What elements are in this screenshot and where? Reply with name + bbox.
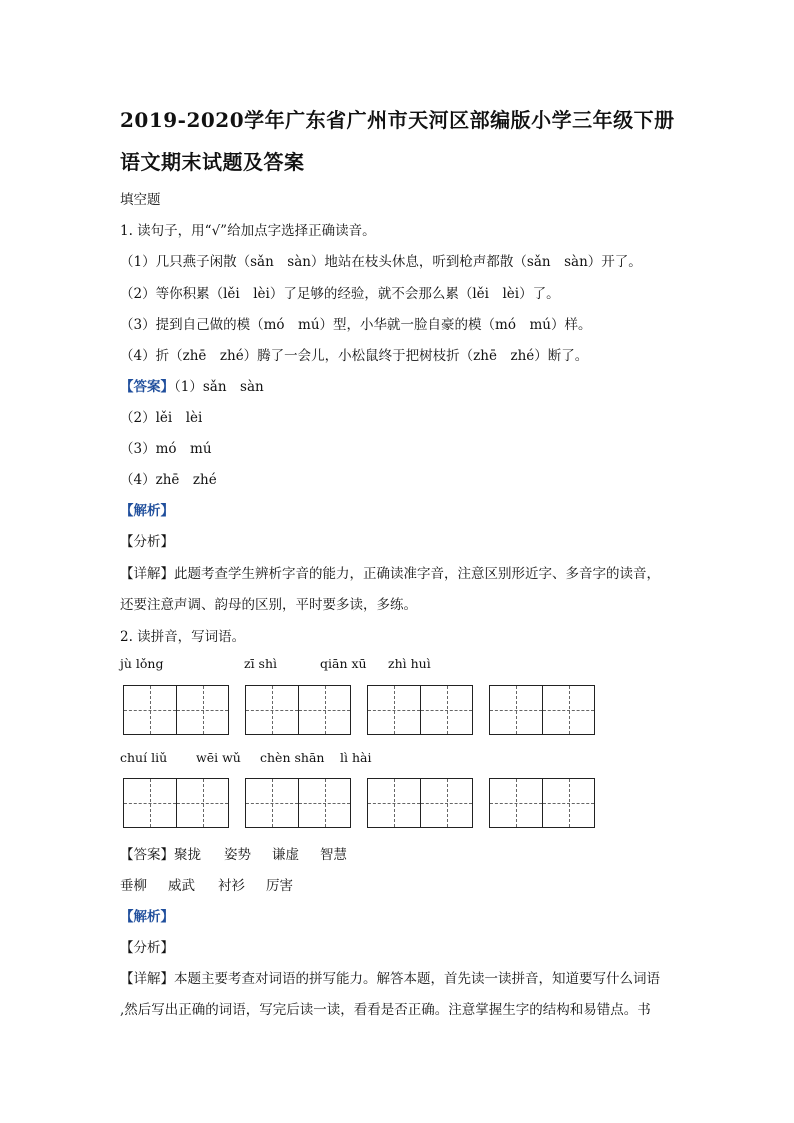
pinyin-li-hai: lì hài <box>340 750 372 765</box>
pinyin-wei-wu: wēi wǔ <box>196 750 241 765</box>
grid-cell <box>298 779 350 827</box>
q1-answer-line-1 <box>120 375 264 395</box>
q1-fenxi-tag: 【分析】 <box>120 534 174 550</box>
grid-cell <box>298 686 350 734</box>
section-heading: 填空题 <box>120 192 161 208</box>
q2-answer-word: 垂柳 <box>120 878 147 894</box>
pinyin-zhi-hui: zhì huì <box>388 656 431 671</box>
q2-answer-line-1 <box>120 843 347 863</box>
writing-grid <box>367 778 473 828</box>
q2-answer-word: 智慧 <box>320 847 347 863</box>
grid-cell <box>420 686 472 734</box>
grid-cell <box>176 686 228 734</box>
pinyin-zi-shi: zī shì <box>244 656 278 671</box>
q2-pinyin-row-2 <box>120 750 371 765</box>
q2-xiangjie-line-1 <box>120 967 660 987</box>
q2-pinyin-row-1 <box>120 656 431 671</box>
q1-answer-3: （3）mó mú <box>120 441 212 457</box>
q2-answer-word: 衬衫 <box>218 878 245 894</box>
grid-cell <box>124 686 176 734</box>
q1-xiangjie-line-2: 还要注意声调、韵母的区别，平时要多读，多练。 <box>120 597 417 613</box>
grid-cell <box>542 686 594 734</box>
pinyin-ju-long: jù lǒng <box>120 656 164 671</box>
q1-jiexi-tag: 【解析】 <box>120 503 174 519</box>
q1-stem: 1. 读句子，用“√”给加点字选择正确读音。 <box>120 223 376 239</box>
pinyin-chui-liu: chuí liǔ <box>120 750 168 765</box>
q2-fenxi-tag: 【分析】 <box>120 940 174 956</box>
writing-grid <box>123 685 229 735</box>
q1-answer-4: （4）zhē zhé <box>120 472 217 488</box>
writing-grid <box>245 778 351 828</box>
grid-cell <box>368 779 420 827</box>
q2-answer-word: 姿势 <box>224 847 251 863</box>
q1-xiangjie-line-1 <box>120 562 660 582</box>
q2-answer-word: 谦虚 <box>272 847 299 863</box>
q1-item-1: （1）几只燕子闲散（sǎn sàn）地站在枝头休息，听到枪声都散（sǎn sàn）开了。 <box>120 254 642 270</box>
writing-grid <box>245 685 351 735</box>
writing-grid <box>123 778 229 828</box>
writing-grid <box>367 685 473 735</box>
q1-answer-tag: 【答案】 <box>120 379 174 395</box>
grid-cell <box>368 686 420 734</box>
q2-xiangjie-line-2: ,然后写出正确的词语，写完后读一读，看看是否正确。注意掌握生字的结构和易错点。书 <box>120 1002 651 1018</box>
grid-cell <box>246 686 298 734</box>
q2-stem: 2. 读拼音，写词语。 <box>120 629 246 645</box>
q2-answer-word: 聚拢 <box>174 847 201 863</box>
grid-cell <box>542 779 594 827</box>
q2-answer-tag: 【答案】 <box>120 847 174 863</box>
q2-jiexi-tag: 【解析】 <box>120 909 174 925</box>
q2-answer-line-2 <box>120 874 293 894</box>
pinyin-chen-shan: chèn shān <box>260 750 325 765</box>
pinyin-qian-xu: qiān xū <box>320 656 367 671</box>
q2-xiangjie-tag: 【详解】 <box>120 971 174 987</box>
q2-xiangjie-text-1: 本题主要考查对词语的拼写能力。解答本题，首先读一读拼音，知道要写什么词语 <box>174 971 660 987</box>
q1-item-4: （4）折（zhē zhé）腾了一会儿，小松鼠终于把树枝折（zhē zhé）断了。 <box>120 348 589 364</box>
q1-answer-1: （1）sǎn sàn <box>174 379 264 395</box>
q2-answer-word: 威武 <box>168 878 195 894</box>
document-title-line-1: 2019-2020学年广东省广州市天河区部编版小学三年级下册 <box>120 108 675 132</box>
grid-cell <box>490 779 542 827</box>
grid-cell <box>420 779 472 827</box>
grid-cell <box>490 686 542 734</box>
q1-item-2: （2）等你积累（lěi lèi）了足够的经验，就不会那么累（lěi lèi）了。 <box>120 286 560 302</box>
q1-answer-2: （2）lěi lèi <box>120 410 203 426</box>
grid-cell <box>246 779 298 827</box>
writing-grid <box>489 685 595 735</box>
q1-xiangjie-text-1: 此题考查学生辨析字音的能力，正确读准字音，注意区别形近字、多音字的读音， <box>174 566 660 582</box>
q2-answer-word: 厉害 <box>266 878 293 894</box>
q1-xiangjie-tag: 【详解】 <box>120 566 174 582</box>
grid-cell <box>176 779 228 827</box>
grid-cell <box>124 779 176 827</box>
writing-grid <box>489 778 595 828</box>
document-title-line-2: 语文期末试题及答案 <box>120 150 305 174</box>
q1-item-3: （3）提到自己做的模（mó mú）型，小华就一脸自豪的模（mó mú）样。 <box>120 317 592 333</box>
